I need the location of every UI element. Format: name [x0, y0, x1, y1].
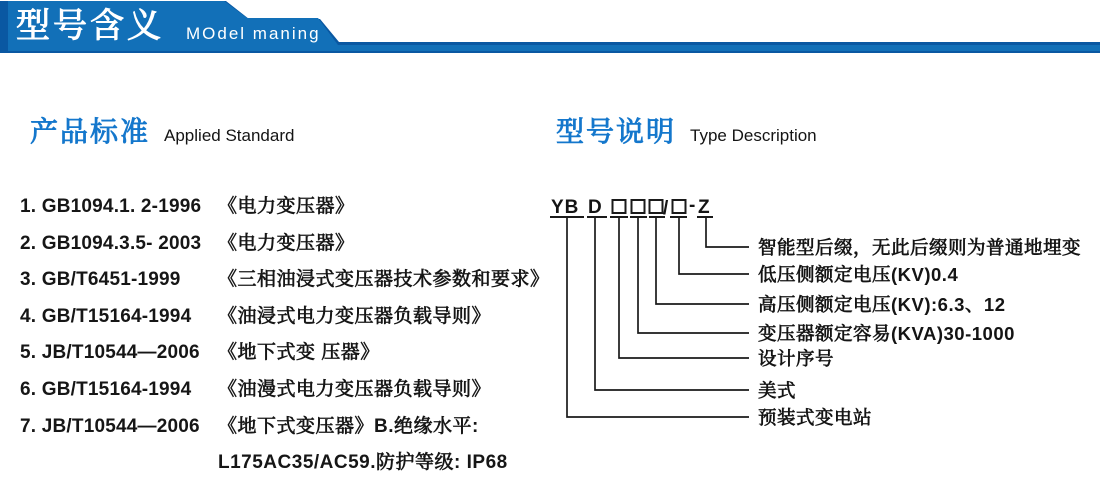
type-description-heading-en: Type Description	[690, 126, 817, 145]
standard-code: 6. GB/T15164-1994	[20, 378, 192, 400]
leader-line-high-voltage	[656, 218, 749, 304]
leader-lines	[567, 218, 749, 417]
standard-title: 《电力变压器》	[218, 232, 355, 254]
capacity-box-icon	[613, 200, 626, 213]
standard-row	[20, 335, 545, 372]
standard-row	[20, 262, 550, 299]
low-voltage-box-icon	[673, 200, 686, 213]
standard-row-continuation: L175AC35/AC59.防护等级: IP68	[218, 452, 508, 474]
standard-code: 1. GB1094.1. 2-1996	[20, 196, 202, 217]
page-banner	[0, 0, 1100, 56]
label-low-voltage: 低压侧额定电压(KV)0.4	[758, 264, 959, 285]
high-voltage-box-icon	[632, 200, 645, 213]
code-dash: -	[689, 195, 697, 216]
leader-line-smart-suffix	[706, 218, 749, 247]
standard-row	[20, 372, 545, 409]
applied-standard-heading	[30, 110, 294, 150]
label-prefab-substation: 预装式变电站	[758, 407, 873, 428]
standard-title: 《电力变压器》	[218, 196, 355, 217]
label-american-style: 美式	[758, 380, 797, 401]
model-code-diagram	[545, 185, 1100, 497]
code-slash: /	[663, 198, 670, 219]
standard-title: 《地下式变 压器》	[218, 342, 380, 364]
standard-row	[20, 226, 545, 263]
label-capacity: 变压器额定容易(KVA)30-1000	[758, 323, 1015, 344]
label-design-serial: 设计序号	[758, 348, 835, 369]
standard-row	[20, 189, 545, 226]
standard-row	[20, 299, 545, 336]
standard-row	[20, 409, 545, 446]
applied-standard-heading-zh: 产品标准	[30, 116, 151, 147]
standard-code: 3. GB/T6451-1999	[20, 269, 181, 291]
code-suffix-z: Z	[698, 197, 711, 218]
standard-title: 《油浸式电力变压器负载导则》	[218, 305, 492, 327]
leader-line-low-voltage	[679, 218, 749, 274]
standard-title: 《地下式变压器》B.绝缘水平:	[218, 415, 479, 437]
standard-code: 7. JB/T10544—2006	[20, 415, 200, 437]
standard-code: 4. GB/T15164-1994	[20, 305, 192, 327]
page-subtitle: MOdel maning	[186, 24, 321, 43]
standard-code: 5. JB/T10544—2006	[20, 342, 200, 364]
standard-code: 2. GB1094.3.5- 2003	[20, 232, 202, 254]
placeholder-boxes	[613, 200, 686, 213]
type-description-heading	[556, 110, 817, 150]
standard-title: 《油漫式电力变压器负载导则》	[218, 378, 492, 400]
standards-list	[20, 189, 550, 482]
code-prefix-yb: YB	[551, 197, 580, 218]
design-box-icon	[650, 200, 663, 213]
applied-standard-heading-en: Applied Standard	[164, 126, 295, 145]
page-title: 型号含义	[16, 7, 164, 45]
standard-title: 《三相油浸式变压器技术参数和要求》	[218, 269, 550, 291]
label-high-voltage: 高压侧额定电压(KV):6.3、12	[758, 294, 1006, 315]
label-smart-suffix: 智能型后缀，无此后缀则为普通地埋变	[758, 237, 1082, 258]
banner-ribbon-shape	[0, 0, 1100, 56]
leader-line-capacity	[638, 218, 749, 333]
code-type-d: D	[588, 197, 603, 218]
type-description-heading-zh: 型号说明	[556, 116, 677, 147]
